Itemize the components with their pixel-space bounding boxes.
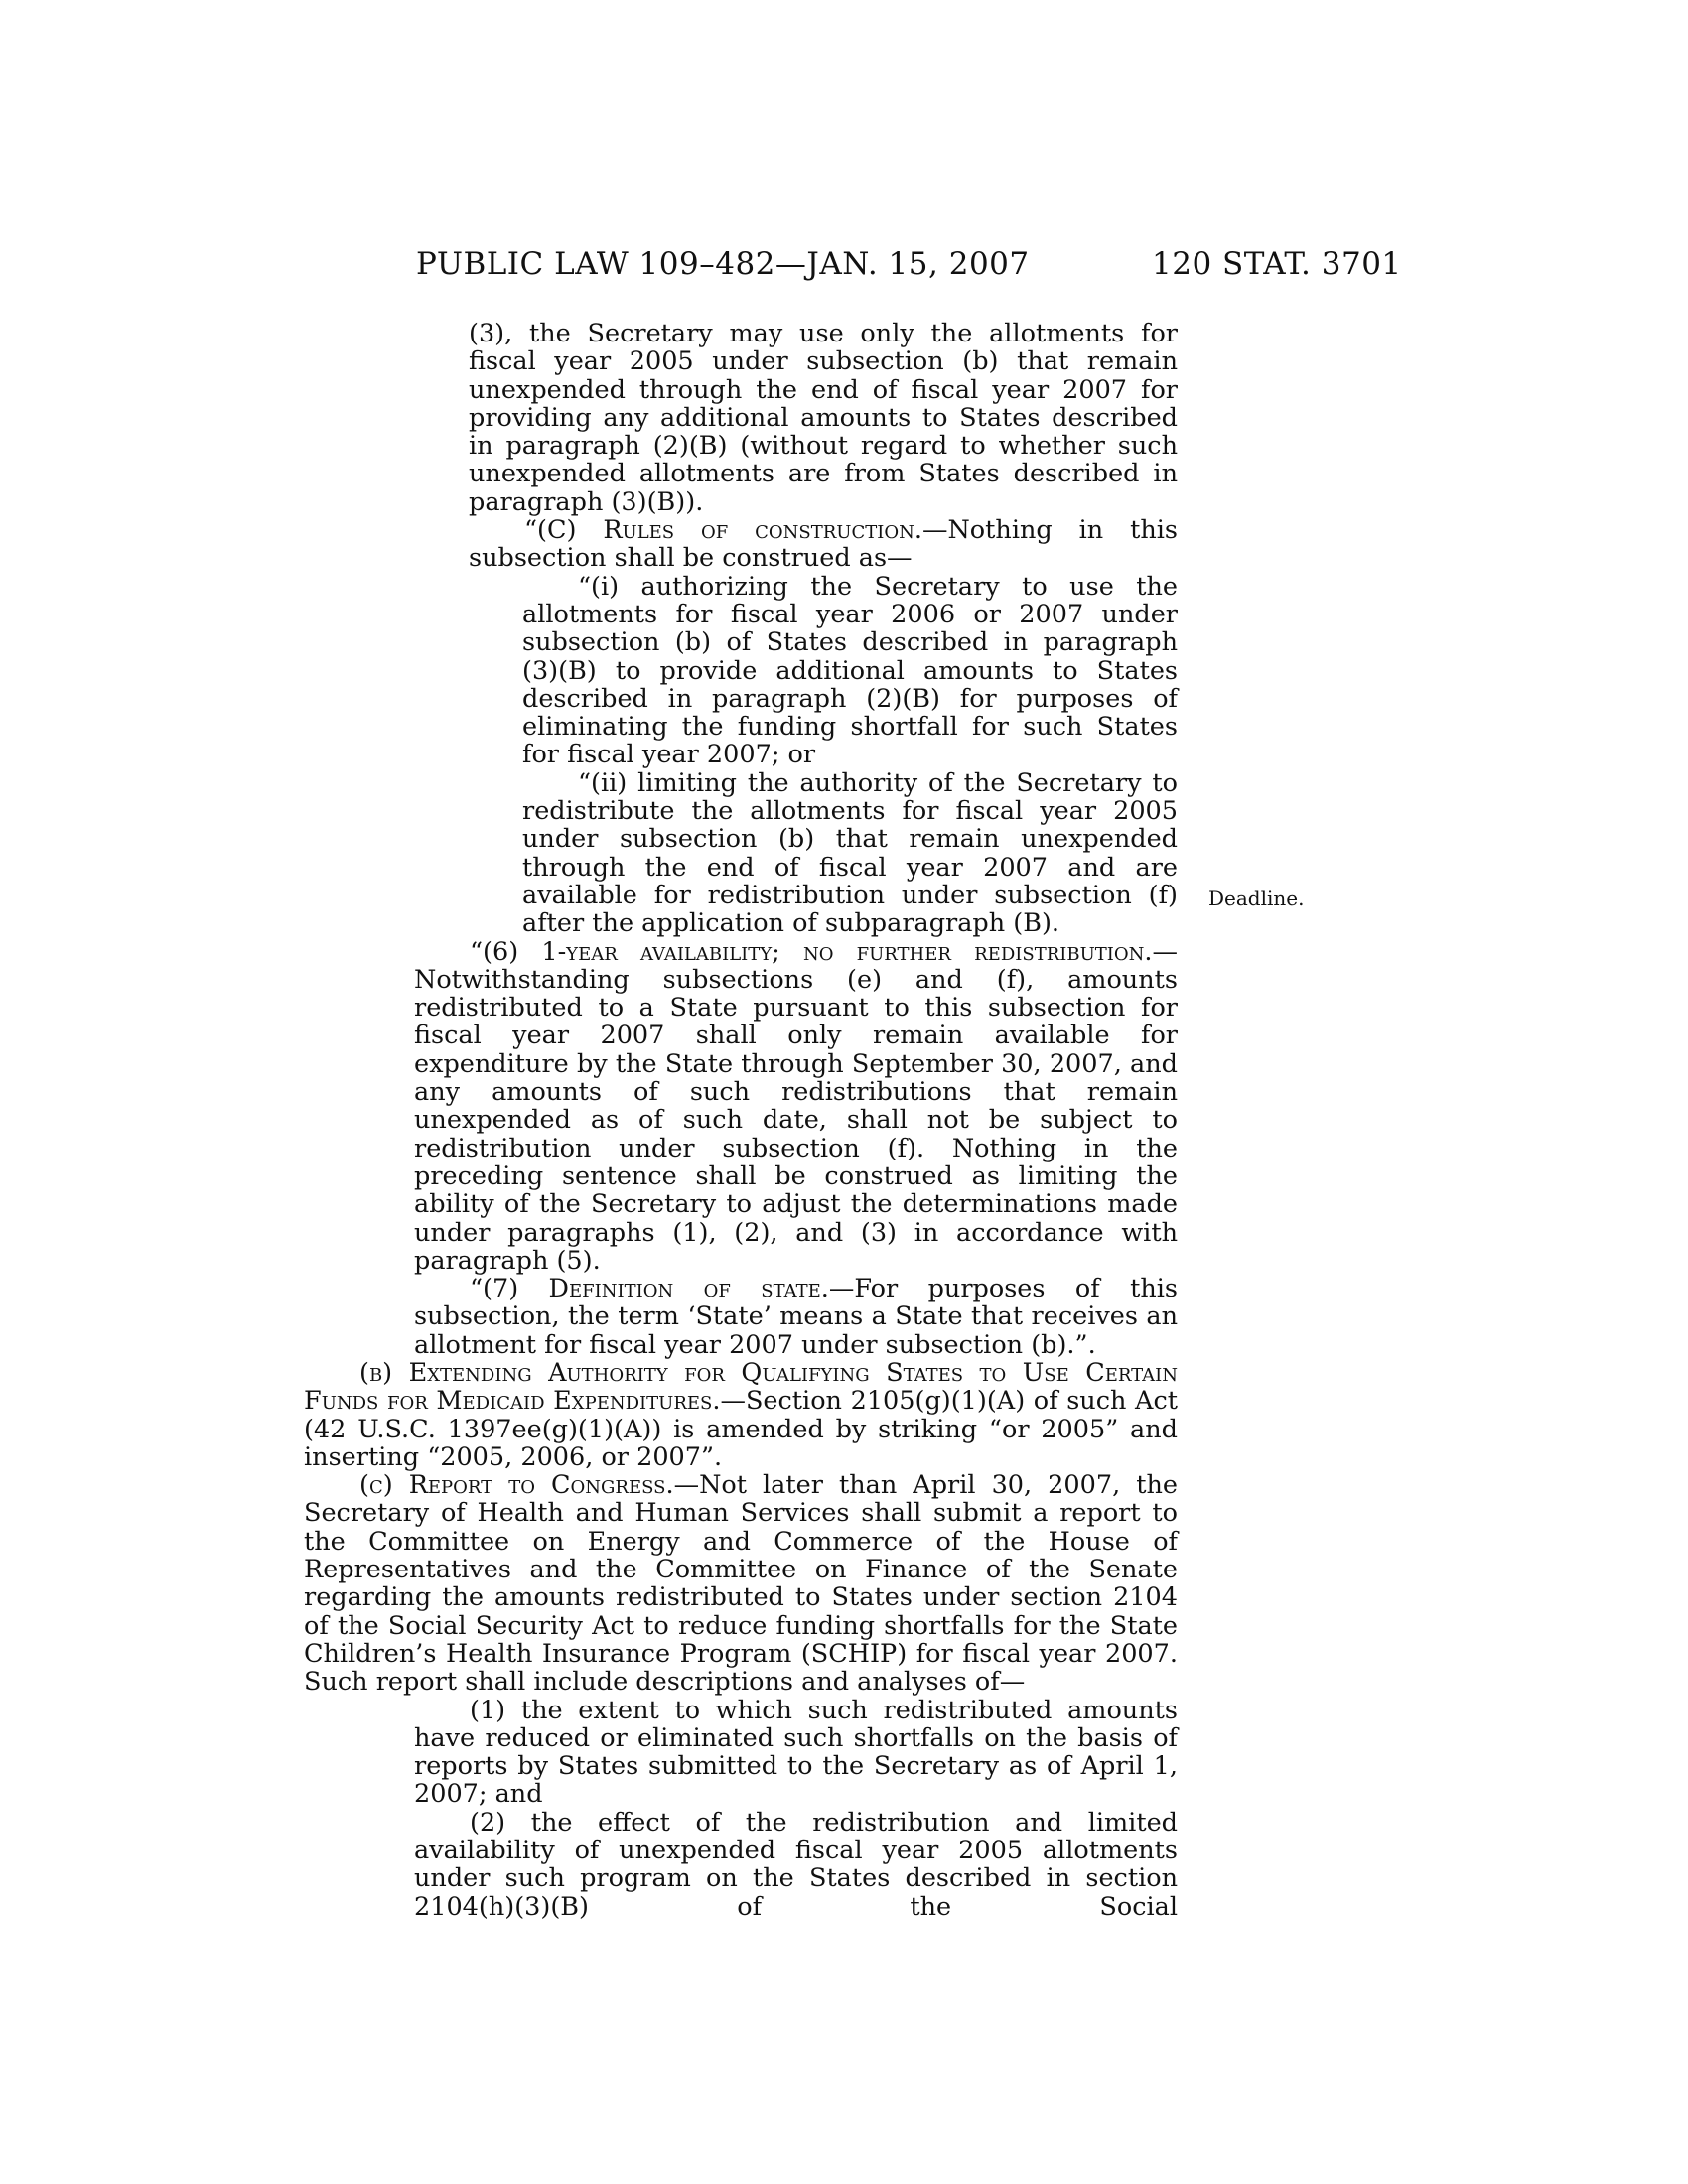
paragraph-2: (2) the effect of the redistribution and limited availability of unexpended fiscal year 2005 allotments under such program on the States described in section 2104(h)(3)(B) of the Social [414, 1807, 1178, 1922]
running-head [0, 246, 1688, 290]
paragraph-heading: “(7) Definition of state. [470, 1274, 829, 1304]
paragraph-heading: “(C) Rules of construction. [524, 515, 922, 546]
paragraph-continuation: (3), the Secretary may use only the allotments for fiscal year 2005 under subsection (b) that remain unexpended through the end of fiscal year 2007 for providing any additional amounts to States described in paragraph (2)(B) (without regard to whether such unexpended allotments are from States described in paragraph (3)(B)). [469, 319, 1178, 517]
margin-note: Deadline. [1208, 887, 1305, 910]
paragraph-1: (1) the extent to which such redistributed amounts have reduced or eliminated such shortfalls on the basis of reports by States submitted to the Secretary as of April 1, 2007; and [414, 1695, 1178, 1810]
paragraph-text: —For purposes of this subsection, the term ‘State’ means a State that receives an allotment for fiscal year 2007 under subsection (b).”. [414, 1274, 1178, 1360]
paragraph-rules-of-construction [469, 516, 1178, 573]
paragraph-heading: “(6) 1-year availability; no further redistribution. [470, 936, 1153, 967]
clause-ii: “(ii) limiting the authority of the Secretary to redistribute the allotments for fiscal year 2005 under subsection (b) that remain unexpended through the end of fiscal year 2007 and are available for redistribution under subsection (f) after the application of subparagraph (B). [522, 767, 1178, 939]
paragraph-6 [414, 938, 1178, 1276]
paragraph-7 [414, 1275, 1178, 1359]
page-number: 120 STAT. 3701 [1152, 246, 1402, 282]
subsection-c [304, 1471, 1178, 1696]
subsection-heading: (b) Extending Authority for Qualifying States to Use Certain Funds for Medicaid Expenditures. [304, 1357, 1178, 1417]
subsection-heading: (c) Report to Congress. [359, 1470, 674, 1501]
paragraph-text: —Nothing in this subsection shall be construed as— [469, 515, 1178, 574]
document-body [304, 320, 1178, 1921]
paragraph-text: — Notwithstanding subsections (e) and (f), amounts redistributed to a State pursuant to this subsection for fiscal year 2007 shall only remain available for expenditure by the State through September 30, 2007, and any amounts of such redistributions that remain unexpended as of such date, shall not be subject to redistribution under subsection (f). Nothing in the preceding sentence shall be construed as limiting the ability of the Secretary to adjust the determinations made under paragraphs (1), (2), and (3) in accordance with paragraph (5). [414, 936, 1178, 1276]
subsection-text: —Section 2105(g)(1)(A) of such Act (42 U.S.C. 1397ee(g)(1)(A)) is amended by striking “or 2005” and inserting “2005, 2006, or 2007”. [304, 1386, 1178, 1472]
subsection-b [304, 1359, 1178, 1471]
running-head-title: PUBLIC LAW 109–482—JAN. 15, 2007 [416, 246, 1030, 282]
clause-i: “(i) authorizing the Secretary to use the allotments for fiscal year 2006 or 2007 under subsection (b) of States described in paragraph (3)(B) to provide additional amounts to States described in paragraph (2)(B) for purposes of eliminating the funding shortfall for such States for fiscal year 2007; or [522, 571, 1178, 770]
subsection-text: —Not later than April 30, 2007, the Secretary of Health and Human Services shall submit a report to the Committee on Energy and Commerce of the House of Representatives and the Committee on Finance of the Senate regarding the amounts redistributed to States under section 2104 of the Social Security Act to reduce funding shortfalls for the State Children’s Health Insurance Program (SCHIP) for fiscal year 2007. Such report shall include descriptions and analyses of— [304, 1470, 1178, 1698]
